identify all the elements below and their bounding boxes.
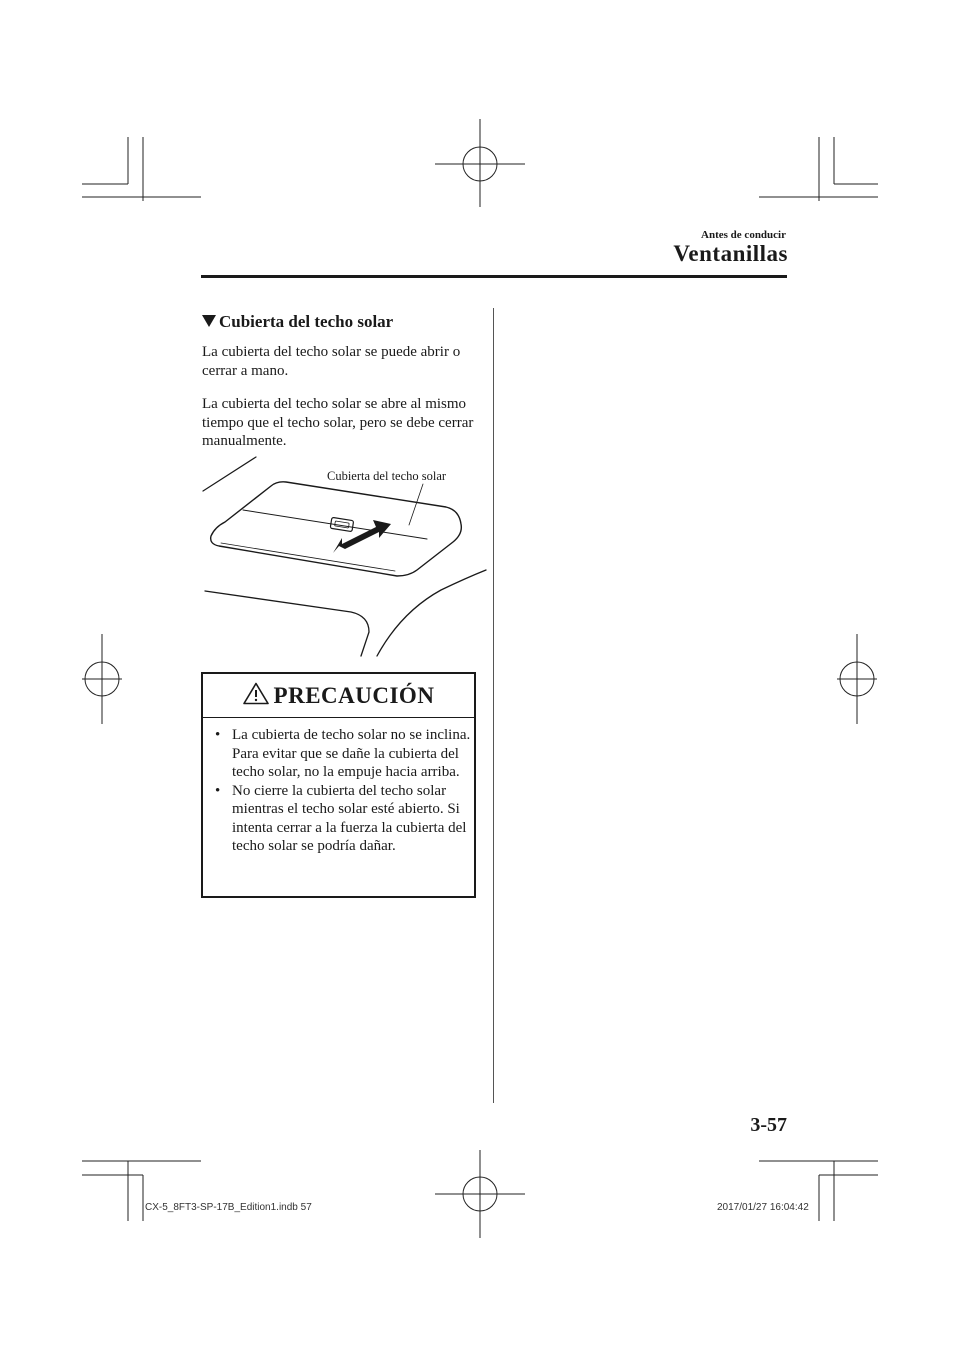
- warning-triangle-icon: [243, 682, 269, 705]
- section-title-text: Cubierta del techo solar: [219, 312, 394, 331]
- column-divider: [493, 308, 494, 1103]
- sunshade-inner-line: [221, 543, 395, 571]
- callout-label: Cubierta del techo solar: [327, 469, 447, 483]
- caution-header: [203, 674, 474, 718]
- roof-edge-line: [203, 457, 256, 491]
- headliner-curve: [205, 591, 369, 656]
- bullet-icon: •: [215, 782, 221, 799]
- pillar-curve: [377, 570, 486, 656]
- caution-item: [215, 726, 471, 782]
- sunshade-illustration: [201, 452, 489, 662]
- header-section: Antes de conducir: [701, 229, 786, 241]
- triangle-bullet-icon: [202, 315, 216, 327]
- paragraph-1: La cubierta del techo solar se puede abrir o cerrar a mano.: [202, 344, 461, 379]
- callout-leader-line: [409, 484, 423, 525]
- caution-item-text: No cierre la cubierta del techo solar mientras el techo solar esté abierto. Si intenta cerrar a la fuerza la cubierta del techo solar se podría dañar.: [232, 782, 467, 854]
- bullet-icon: •: [215, 727, 221, 743]
- header-rule: [201, 275, 787, 278]
- caution-title: PRECAUCIÓN: [273, 683, 435, 708]
- slide-direction-arrow-icon: [333, 520, 391, 553]
- paragraph-2: La cubierta del techo solar se abre al mismo tiempo que el techo solar, pero se debe cerrar manualmente.: [202, 396, 474, 449]
- caution-box: [201, 672, 476, 898]
- caution-item-text: La cubierta de techo solar no se inclina. Para evitar que se dañe la cubierta del techo solar, no la empuje hacia arriba.: [232, 727, 471, 780]
- header-title: Ventanillas: [673, 241, 788, 266]
- page-number: 3-57: [750, 1114, 787, 1136]
- footer-file: CX-5_8FT3-SP-17B_Edition1.indb 57: [145, 1202, 312, 1213]
- section-title: [202, 312, 393, 332]
- caution-item: [215, 782, 471, 856]
- caution-list: [215, 726, 471, 856]
- footer-timestamp: 2017/01/27 16:04:42: [717, 1202, 809, 1213]
